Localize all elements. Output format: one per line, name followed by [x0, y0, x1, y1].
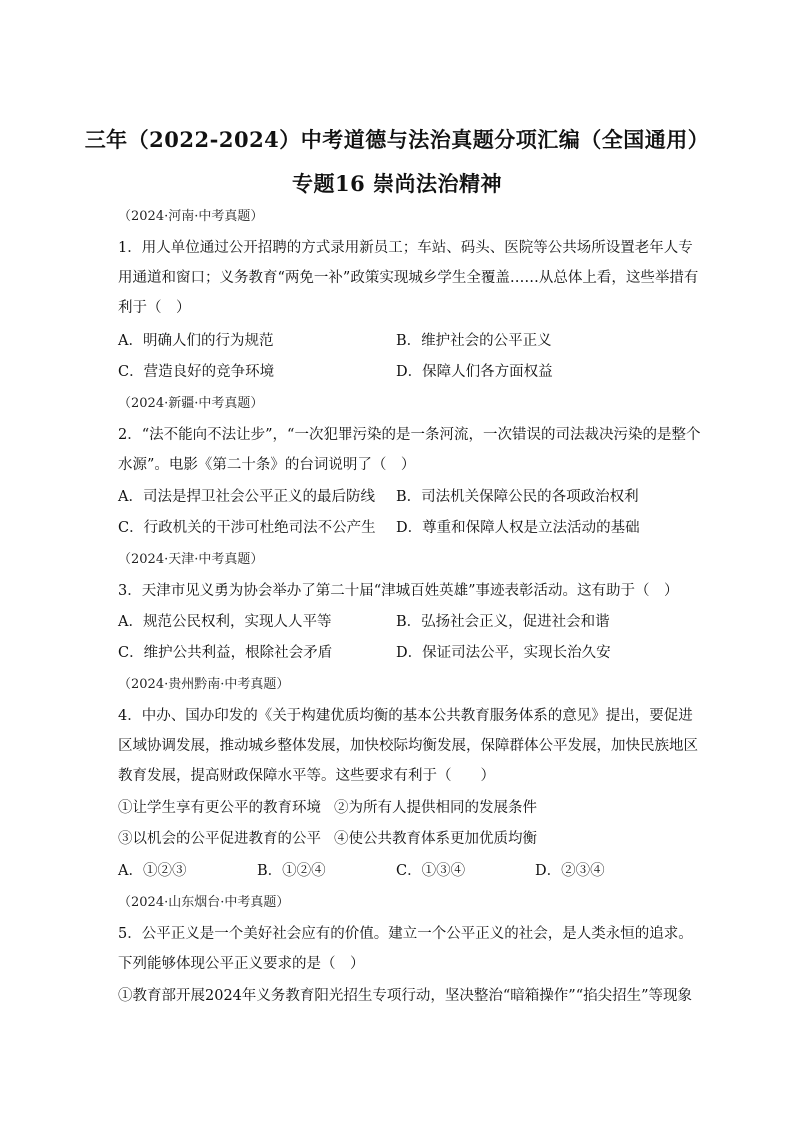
- statement: ②为所有人提供相同的发展条件: [334, 800, 537, 816]
- question-stem-line: 利于（ ）: [118, 300, 191, 316]
- statement: ④使公共教育体系更加优质均衡: [334, 831, 537, 847]
- document-title: 三年（2022-2024）中考道德与法治真题分项汇编（全国通用）: [84, 127, 710, 152]
- question-source: （2024·山东烟台·中考真题）: [118, 895, 290, 910]
- question-stem-line: 2．“法不能向不法让步”，“一次犯罪污染的是一条河流，一次错误的司法裁决污染的是整个: [118, 427, 701, 443]
- option-a: A．规范公民权利，实现人人平等: [118, 614, 332, 630]
- question-stem-line: 5．公平正义是一个美好社会应有的价值。建立一个公平正义的社会，是人类永恒的追求。: [118, 926, 693, 942]
- question-stem-line: 区域协调发展，推动城乡整体发展，加快校际均衡发展，保障群体公平发展，加快民族地区: [118, 738, 698, 754]
- document-subtitle: 专题16 崇尚法治精神: [291, 171, 503, 196]
- question-stem-line: 水源”。电影《第二十条》的台词说明了（ ）: [118, 457, 416, 473]
- statement: ①让学生享有更公平的教育环境: [118, 800, 321, 816]
- question-source: （2024·河南·中考真题）: [118, 209, 264, 224]
- option-b: B．弘扬社会正义，促进社会和谐: [396, 614, 610, 630]
- option-b: B．司法机关保障公民的各项政治权利: [396, 489, 639, 505]
- statement: ③以机会的公平促进教育的公平: [118, 831, 321, 847]
- question-stem-line: 用通道和窗口；义务教育“两免一补”政策实现城乡学生全覆盖……从总体上看，这些举措有: [118, 270, 699, 286]
- option-c: C．行政机关的干涉可杜绝司法不公产生: [118, 520, 376, 536]
- option-d: D．②③④: [535, 863, 605, 879]
- option-d: D．保障人们各方面权益: [396, 364, 553, 380]
- question-stem-line: 下列能够体现公平正义要求的是（ ）: [118, 956, 365, 972]
- option-a: A．①②③: [118, 863, 187, 879]
- option-a: A．明确人们的行为规范: [118, 333, 274, 349]
- option-d: D．尊重和保障人权是立法活动的基础: [396, 520, 640, 536]
- option-b: B．维护社会的公平正义: [396, 333, 552, 349]
- statement: ①教育部开展2024年义务教育阳光招生专项行动，坚决整治“暗箱操作”“掐尖招生”等现象: [118, 988, 693, 1004]
- question-source: （2024·天津·中考真题）: [118, 552, 264, 567]
- question-stem-line: 1．用人单位通过公开招聘的方式录用新员工；车站、码头、医院等公共场所设置老年人专: [118, 240, 693, 256]
- option-a: A．司法是捍卫社会公平正义的最后防线: [118, 489, 375, 505]
- option-c: C．维护公共利益，根除社会矛盾: [118, 645, 333, 661]
- question-source: （2024·贵州黔南·中考真题）: [118, 677, 290, 692]
- question-stem-line: 教育发展，提高财政保障水平等。这些要求有利于（ ）: [118, 768, 495, 784]
- question-stem-line: 4．中办、国办印发的《关于构建优质均衡的基本公共教育服务体系的意见》提出，要促进: [118, 708, 693, 724]
- option-b: B．①②④: [257, 863, 326, 879]
- question-source: （2024·新疆·中考真题）: [118, 396, 264, 411]
- option-d: D．保证司法公平，实现长治久安: [396, 645, 611, 661]
- question-stem-line: 3．天津市见义勇为协会举办了第二十届“津城百姓英雄”事迹表彰活动。这有助于（ ）: [118, 583, 679, 599]
- option-c: C．营造良好的竞争环境: [118, 364, 275, 380]
- option-c: C．①③④: [396, 863, 466, 879]
